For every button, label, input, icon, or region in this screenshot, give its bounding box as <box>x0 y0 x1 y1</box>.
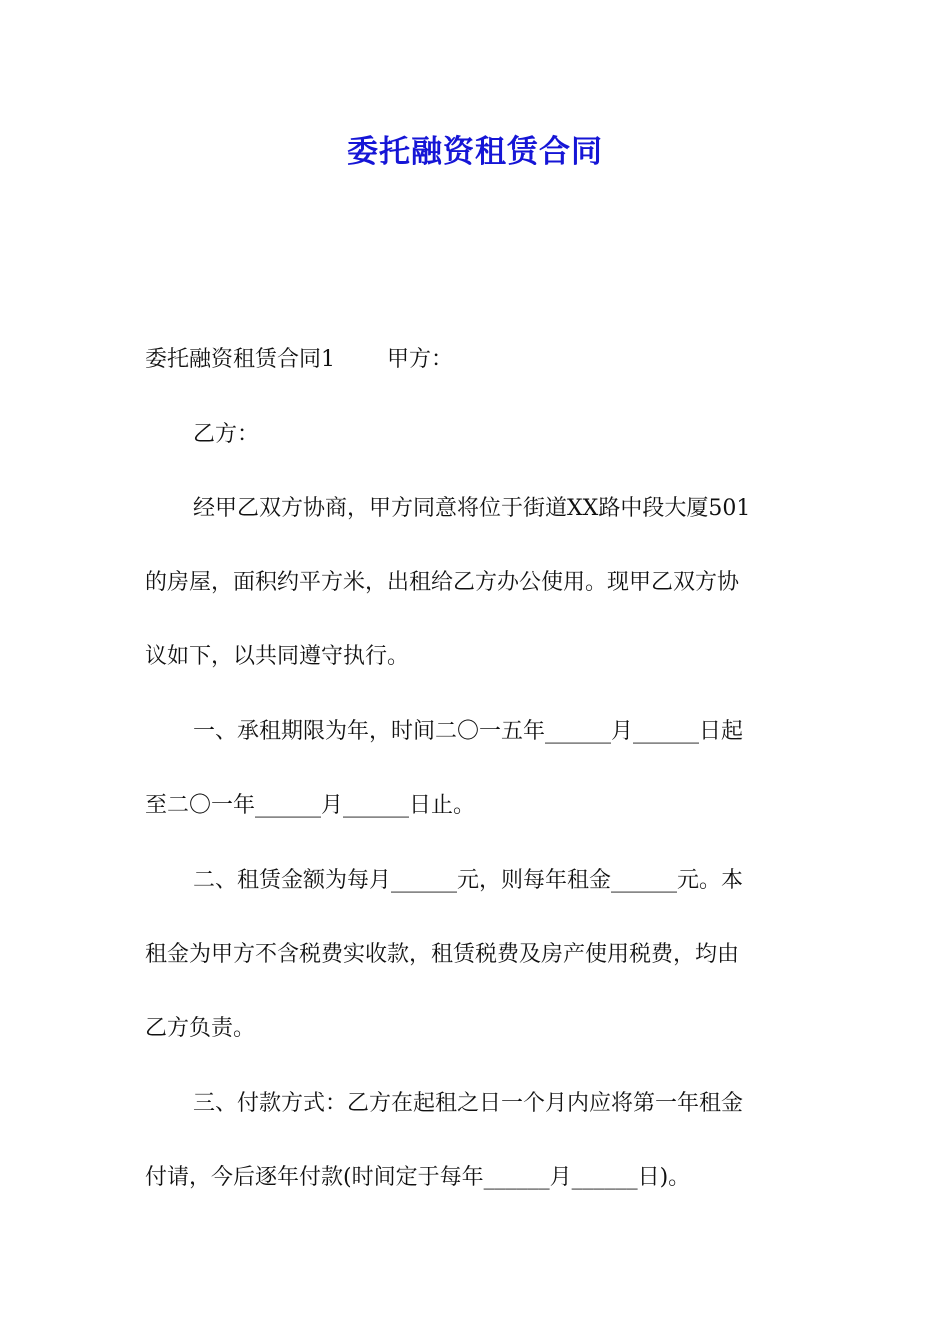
contract-heading-line <box>145 343 815 377</box>
paragraph-line: 一、承租期限为年，时间二〇一五年______月______日起 <box>193 719 744 744</box>
paragraph-line: 议如下，以共同遵守执行。 <box>145 644 410 669</box>
paragraph-line: 乙方负责。 <box>145 1016 256 1041</box>
document-title: 委托融资租赁合同 <box>347 134 603 170</box>
party-b-label: 乙方： <box>193 422 260 447</box>
paragraph-line: 二、租赁金额为每月______元，则每年租金______元。本 <box>193 868 744 893</box>
contract-number-label: 委托融资租赁合同1 <box>145 347 335 372</box>
paragraph-line: 经甲乙双方协商，甲方同意将位于街道XX路中段大厦501 <box>193 496 751 521</box>
paragraph-line: 的房屋，面积约平方米，出租给乙方办公使用。现甲乙双方协 <box>145 570 740 595</box>
paragraph-line: 至二〇一年______月______日止。 <box>145 793 476 818</box>
paragraph-line: 三、付款方式：乙方在起租之日一个月内应将第一年租金 <box>193 1091 744 1116</box>
paragraph-line: 租金为甲方不含税费实收款，租赁税费及房产使用税费，均由 <box>145 942 740 967</box>
paragraph-line: 付请，今后逐年付款(时间定于每年______月______日)。 <box>145 1165 691 1190</box>
party-a-label: 甲方： <box>387 347 454 372</box>
